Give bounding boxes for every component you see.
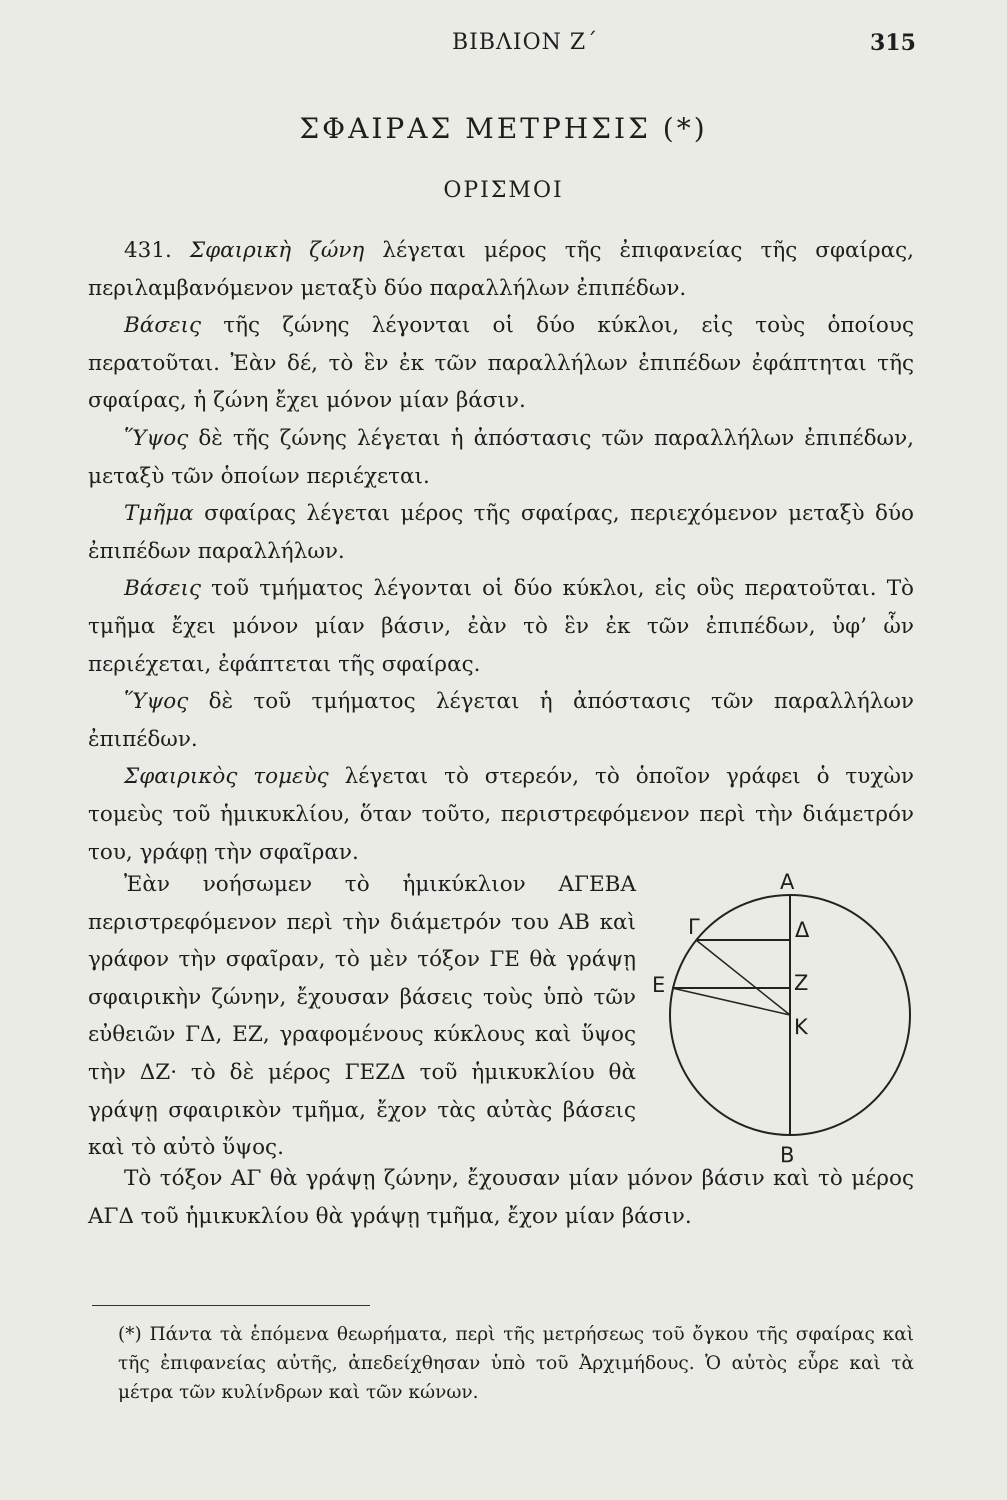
label-D: Δ bbox=[795, 918, 810, 942]
footnote-text: (*) Πάντα τὰ ἑπόμενα θεωρήματα, περὶ τῆς μετρήσεως τοῦ ὄγκου τῆς σφαίρας καὶ τῆς ἐπιφανείας αὐτῆς, ἀπεδείχθησαν ὑπὸ τοῦ Ἀρχιμήδους. Ὁ αὐτὸς εὗρε καὶ τὰ μέτρα τῶν κυλίνδρων καὶ τῶν κώνων. bbox=[118, 1324, 914, 1403]
closing-text bbox=[88, 1160, 914, 1235]
term-spherical-zone: Σφαιρικὴ ζώνη bbox=[189, 238, 365, 263]
label-A: Α bbox=[780, 870, 795, 894]
chapter-title: ΣΦΑΙΡΑΣ ΜΕΤΡΗΣΙΣ (*) bbox=[299, 112, 708, 145]
paragraph-segment-bases: Βάσεις τοῦ τμήματος λέγονται οἱ δύο κύκλοι, εἰς οὓς περατοῦται. Τὸ τμῆμα ἔχει μόνον μίαν βάσιν, ἐὰν τὸ ἓν ἐκ τῶν ἐπιπέδων, ὑφ’ ὧν περιέχεται, ἐφάπτεται τῆς σφαίρας. bbox=[88, 576, 914, 677]
sphere-figure bbox=[640, 870, 940, 1170]
section-subtitle: ΟΡΙΣΜΟΙ bbox=[443, 178, 564, 203]
term-bases: Βάσεις bbox=[124, 313, 202, 339]
label-B: Β bbox=[780, 1143, 795, 1167]
paragraph-spherical-zone: 431. Σφαιρικὴ ζώνη λέγεται μέρος τῆς ἐπιφανείας τῆς σφαίρας, περιλαμβανόμενον μεταξὺ δύο παραλλήλων ἐπιπέδων. bbox=[88, 238, 914, 301]
label-Z: Ζ bbox=[794, 971, 809, 995]
paragraph-example: Ἐὰν νοήσωμεν τὸ ἡμικύκλιον ΑΓΕΒΑ περιστρεφόμενον περὶ τὴν διάμετρόν του ΑΒ καὶ γράφον τὴν σφαῖραν, τὸ μὲν τόξον ΓΕ θὰ γράψῃ σφαιρικὴν ζώνην, ἔχουσαν βάσεις τοὺς ὑπὸ τῶν εὐθειῶν ΓΔ, ΕΖ, γραφομένους κύκλους καὶ ὕψος τὴν ΔΖ· τὸ δὲ μέρος ΓΕΖΔ τοῦ ἡμικυκλίου θὰ γράψῃ σφαιρικὸν τμῆμα, ἔχον τὰς αὐτὰς βάσεις καὶ τὸ αὐτὸ ὕψος. bbox=[88, 872, 636, 1161]
definitions-text bbox=[88, 232, 914, 871]
footnote bbox=[118, 1320, 914, 1407]
term-segment: Τμῆμα bbox=[124, 501, 194, 527]
paragraph-zone-height: Ὕψος δὲ τῆς ζώνης λέγεται ἡ ἀπόστασις τῶν παραλλήλων ἐπιπέδων, μεταξὺ τῶν ὁποίων περιέχεται. bbox=[88, 425, 914, 489]
example-text bbox=[88, 866, 636, 1167]
paragraph-arc-zone: Τὸ τόξον ΑΓ θὰ γράψῃ ζώνην, ἔχουσαν μίαν μόνον βάσιν καὶ τὸ μέρος ΑΓΔ τοῦ ἡμικυκλίου θὰ γράψῃ τμῆμα, ἔχον μίαν βάσιν. bbox=[88, 1166, 914, 1229]
label-G: Γ bbox=[688, 915, 700, 939]
term-spherical-sector: Σφαιρικὸς τομεὺς bbox=[124, 764, 329, 790]
paragraph-spherical-sector: Σφαιρικὸς τομεὺς λέγεται τὸ στερεόν, τὸ ὁποῖον γράφει ὁ τυχὼν τομεὺς τοῦ ἡμικυκλίου, ὅταν τοῦτο, περιστρεφόμενον περὶ τὴν διάμετρόν του, γράφῃ τὴν σφαῖραν. bbox=[88, 764, 914, 865]
paragraph-segment-height: Ὕψος δὲ τοῦ τμήματος λέγεται ἡ ἀπόστασις τῶν παραλλήλων ἐπιπέδων. bbox=[88, 689, 914, 752]
page-number: 315 bbox=[870, 30, 916, 56]
footnote-rule bbox=[92, 1305, 370, 1306]
running-head: ΒΙΒΛΙΟΝ Ζ΄ bbox=[452, 30, 599, 55]
label-E: Ε bbox=[652, 973, 666, 997]
page-header bbox=[0, 30, 1007, 60]
term-height: Ὕψος bbox=[124, 425, 189, 451]
section-number: 431. bbox=[124, 238, 172, 263]
label-K: Κ bbox=[794, 1015, 808, 1039]
term-segment-height: Ὕψος bbox=[124, 689, 189, 715]
paragraph-segment: Τμῆμα σφαίρας λέγεται μέρος τῆς σφαίρας, περιεχόμενον μεταξὺ δύο ἐπιπέδων παραλλήλων. bbox=[88, 501, 914, 564]
paragraph-zone-bases: Βάσεις τῆς ζώνης λέγονται οἱ δύο κύκλοι, εἰς τοὺς ὁποίους περατοῦται. Ἐὰν δέ, τὸ ἓν ἐκ τῶν παραλλήλων ἐπιπέδων ἐφάπτηται τῆς σφαίρας, ἡ ζώνη ἔχει μόνον μίαν βάσιν. bbox=[88, 313, 914, 414]
term-segment-bases: Βάσεις bbox=[124, 576, 202, 602]
